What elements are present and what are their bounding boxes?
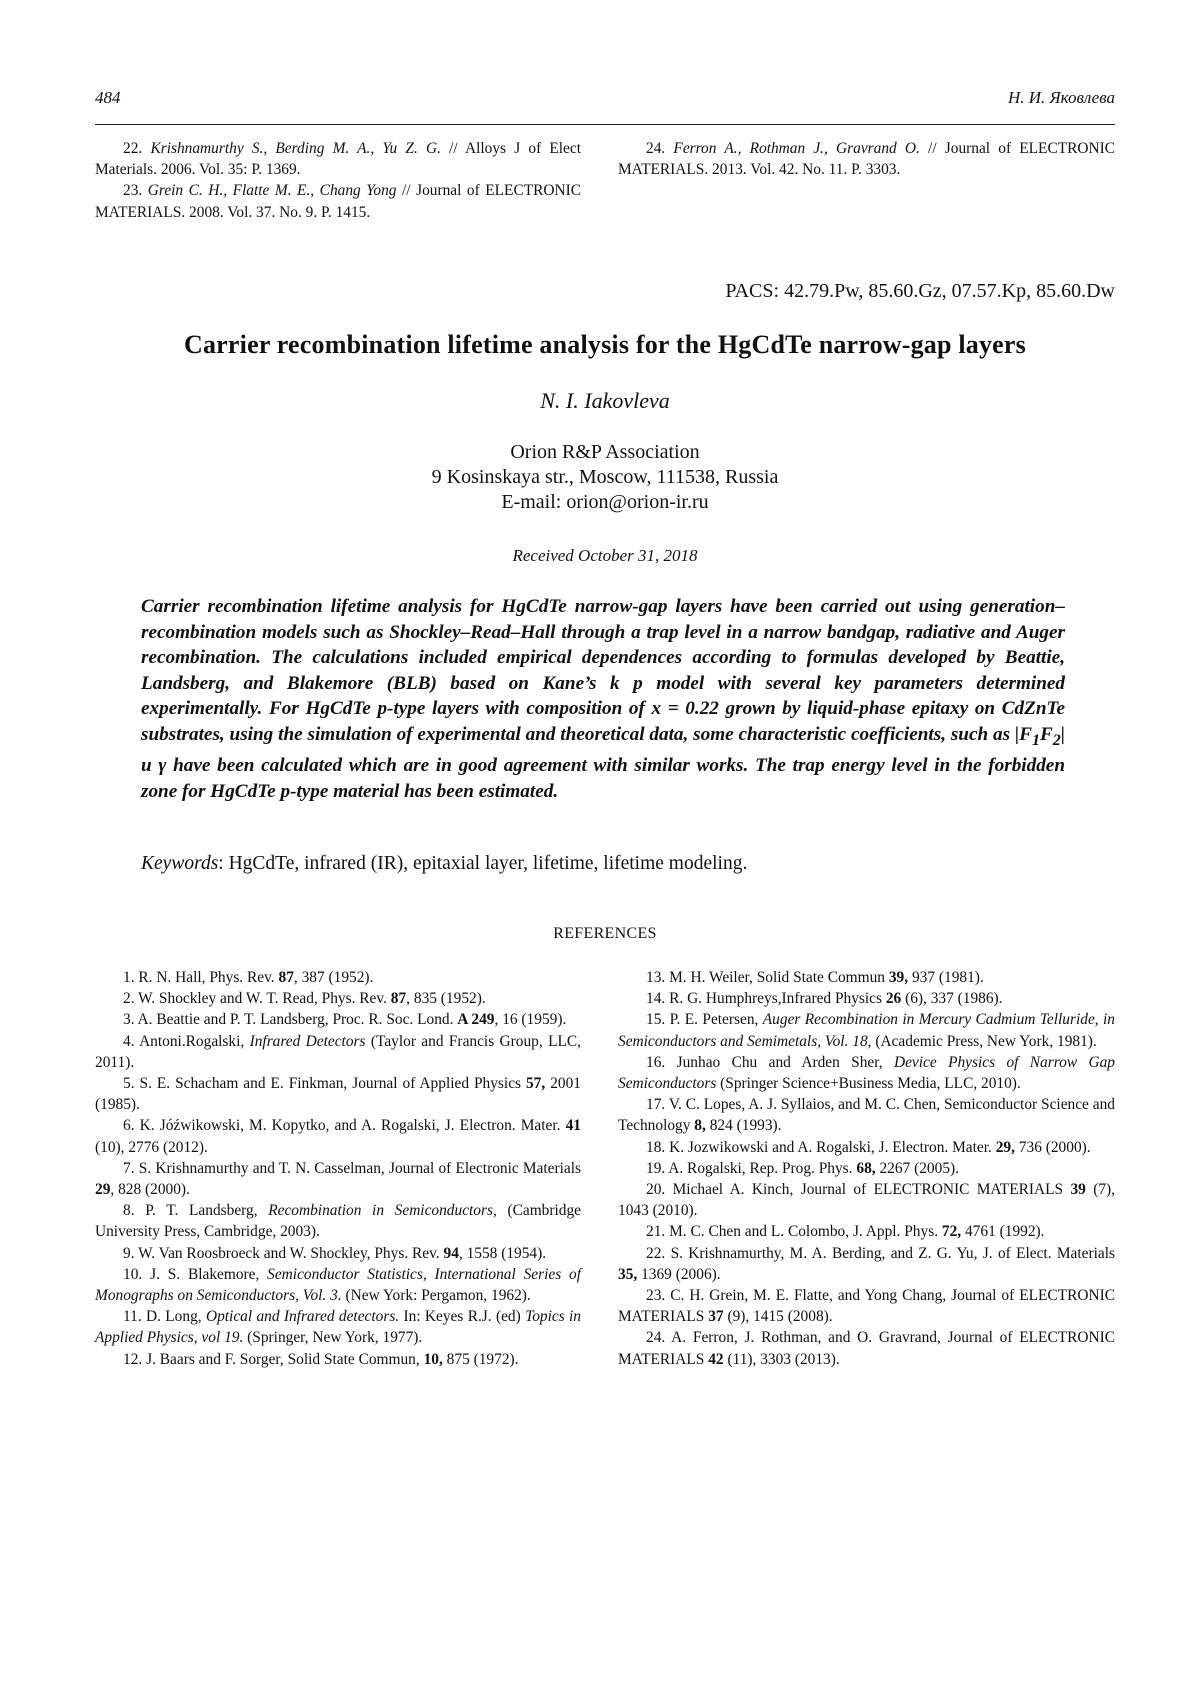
header-rule — [95, 124, 1115, 125]
reference-24: 24. A. Ferron, J. Rothman, and O. Gravrand, Journal of ELECTRONIC MATERIALS 42 (11), 3303 (2013). — [618, 1329, 1115, 1368]
reference-11: 11. D. Long, Optical and Infrared detectors. In: Keyes R.J. (ed) Topics in Applied Physics, vol 19. (Springer, New York, 1977). — [95, 1308, 582, 1347]
keywords-label: Keywords — [141, 853, 219, 874]
reference-14: 14. R. G. Humphreys,Infrared Physics 26 (6), 337 (1986). — [646, 990, 1003, 1008]
reference-9: 9. W. Van Roosbroeck and W. Shockley, Phys. Rev. 94, 1558 (1954). — [123, 1244, 547, 1262]
abstract: Carrier recombination lifetime analysis for HgCdTe narrow-gap layers have been carried out using generation–recombination models such as Shockley–Read–Hall through a trap level in a narrow bandgap, radiative and Auger recombination. The calculations included empirical dependences according to formulas developed by Beattie, Landsberg, and Blakemore (BLB) based on Kane’s k p model with several key parameters determined experimentally. For HgCdTe p-type layers with composition of x = 0.22 grown by liquid-phase epitaxy on CdZnTe substrates, using the simulation of experimental and theoretical data, some characteristic coefficients, such as $|F_1F_2|$ и γ have been calculated which are in good agreement with similar works. The trap energy level in the forbidden zone for HgCdTe p-type material has been estimated. — [141, 596, 1065, 802]
reference-3: 3. A. Beattie and P. T. Landsberg, Proc. R. Soc. Lond. A 249, 16 (1959). — [123, 1011, 567, 1029]
received-date: Received October 31, 2018 — [512, 546, 698, 565]
affiliation — [95, 440, 1115, 515]
page-header — [95, 88, 1115, 118]
reference-21: 21. M. C. Chen and L. Colombo, J. Appl. Phys. 72, 4761 (1992). — [646, 1223, 1045, 1241]
references-right-column — [618, 967, 1115, 1370]
reference-18: 18. K. Jozwikowski and A. Rogalski, J. Electron. Mater. 29, 736 (2000). — [646, 1138, 1091, 1156]
reference-15: 15. P. E. Petersen, Auger Recombination in Mercury Cadmium Telluride, in Semiconductors and Semimetals, Vol. 18, (Academic Press, New York, 1981). — [618, 1011, 1115, 1050]
references-left-column — [95, 967, 581, 1370]
running-author: Н. И. Яковлева — [1007, 88, 1115, 107]
reference-12: 12. J. Baars and F. Sorger, Solid State Commun, 10, 875 (1972). — [123, 1350, 519, 1368]
reference-4: 4. Antoni.Rogalski, Infrared Detectors (Taylor and Francis Group, LLC, 2011). — [95, 1032, 581, 1071]
top-ref-23: 23. Grein C. H., Flatte M. E., Chang Yong // Journal of ELECTRONIC MATERIALS. 2008. Vol. 37. No. 9. P. 1415. — [95, 182, 581, 221]
keywords-text: : HgCdTe, infrared (IR), epitaxial layer, lifetime, lifetime modeling. — [218, 853, 748, 874]
reference-8: 8. P. T. Landsberg, Recombination in Semiconductors, (Cambridge University Press, Cambridge, 2003). — [95, 1202, 581, 1241]
reference-1: 1. R. N. Hall, Phys. Rev. 87, 387 (1952). — [123, 969, 374, 986]
reference-16: 16. Junhao Chu and Arden Sher, Device Physics of Narrow Gap Semiconductors (Springer Science+Business Media, LLC, 2010). — [618, 1053, 1115, 1093]
top-references-right — [618, 138, 1115, 180]
reference-13: 13. M. H. Weiler, Solid State Commun 39, 937 (1981). — [646, 969, 984, 986]
references-heading: REFERENCES — [553, 925, 657, 942]
reference-23: 23. C. H. Grein, M. E. Flatte, and Yong Chang, Journal of ELECTRONIC MATERIALS 37 (9), 1415 (2008). — [618, 1287, 1115, 1326]
reference-5: 5. S. E. Schacham and E. Finkman, Journal of Applied Physics 57, 2001 (1985). — [95, 1075, 581, 1114]
pacs-codes: PACS: 42.79.Pw, 85.60.Gz, 07.57.Kp, 85.60.Dw — [725, 280, 1115, 302]
reference-17: 17. V. C. Lopes, A. J. Syllaios, and M. C. Chen, Semiconductor Science and Technology 8, 824 (1993). — [618, 1096, 1115, 1135]
page-number: 484 — [95, 88, 121, 107]
reference-10: 10. J. S. Blakemore, Semiconductor Statistics, International Series of Monographs on Semiconductors, Vol. 3. (New York: Pergamon, 1962). — [95, 1265, 581, 1305]
article-title: Carrier recombination lifetime analysis for the HgCdTe narrow-gap layers — [184, 330, 1026, 359]
affiliation-email: E-mail: orion@orion-ir.ru — [501, 491, 709, 513]
top-ref-24: 24. Ferron A., Rothman J., Gravrand O. // Journal of ELECTRONIC MATERIALS. 2013. Vol. 42. No. 11. P. 3303. — [618, 140, 1115, 179]
reference-20: 20. Michael A. Kinch, Journal of ELECTRONIC MATERIALS 39 (7), 1043 (2010). — [618, 1181, 1115, 1220]
affiliation-org: Orion R&P Association — [510, 441, 700, 463]
reference-6: 6. K. Jóźwikowski, M. Kopytko, and A. Rogalski, J. Electron. Mater. 41 (10), 2776 (2012). — [95, 1117, 581, 1156]
reference-19: 19. A. Rogalski, Rep. Prog. Phys. 68, 2267 (2005). — [646, 1159, 959, 1177]
keywords — [141, 853, 1065, 875]
top-references-left — [95, 138, 581, 223]
reference-22: 22. S. Krishnamurthy, M. A. Berding, and Z. G. Yu, J. of Elect. Materials 35, 1369 (2006). — [618, 1244, 1115, 1283]
reference-7: 7. S. Krishnamurthy and T. N. Casselman, Journal of Electronic Materials 29, 828 (2000). — [95, 1159, 581, 1199]
top-ref-22: 22. Krishnamurthy S., Berding M. A., Yu Z. G. // Alloys J of Elect Materials. 2006. Vol. 35: P. 1369. — [95, 140, 581, 179]
reference-2: 2. W. Shockley and W. T. Read, Phys. Rev. 87, 835 (1952). — [123, 990, 486, 1008]
affiliation-address: 9 Kosinskaya str., Moscow, 111538, Russia — [431, 466, 779, 488]
article-author: N. I. Iakovleva — [540, 388, 670, 413]
